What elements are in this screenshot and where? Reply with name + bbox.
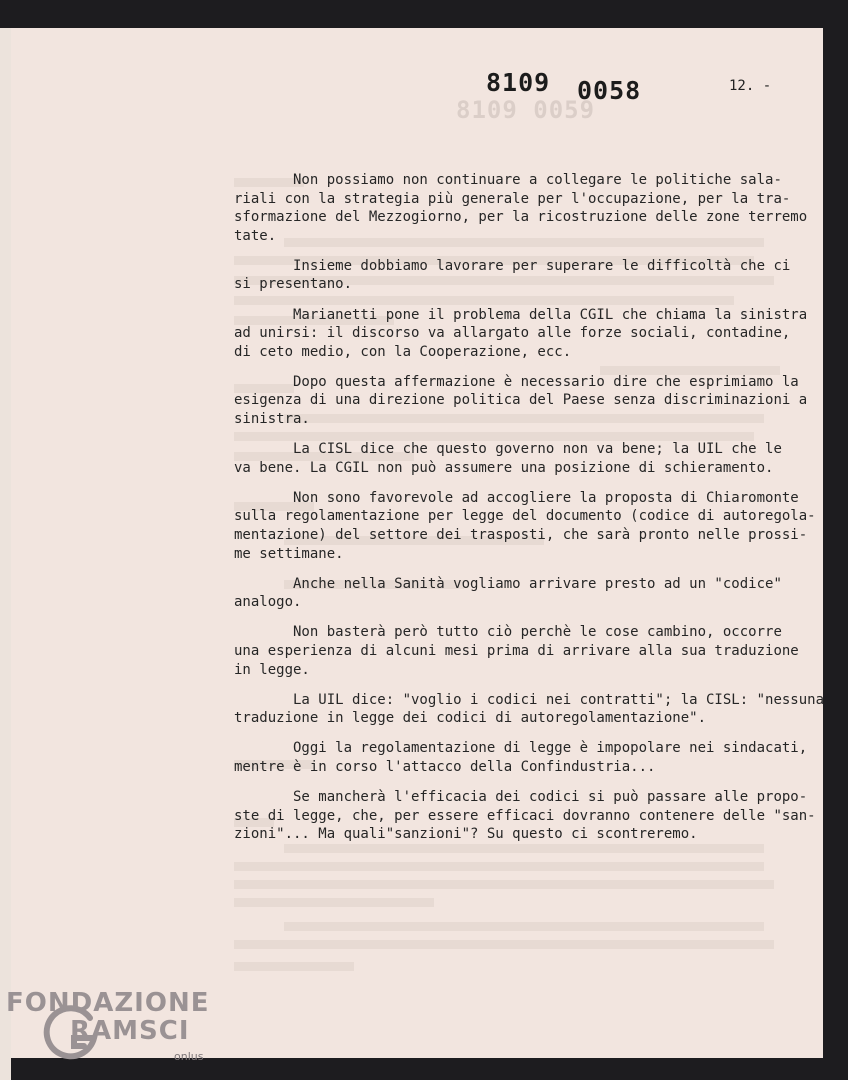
watermark-line2: RAMSCI [70,1016,190,1046]
paragraph: La CISL dice che questo governo non va bene; la UIL che le va bene. La CGIL non può assumere una posizione di schieramento. [234,441,782,476]
binding-edge [0,28,11,1080]
paragraph: Dopo questa affermazione è necessario dire che esprimiamo la esigenza di una direzione politica del Paese senza discriminazioni sinistra. [234,373,799,428]
document-body [234,171,825,855]
page-number: 12. - [729,78,772,94]
fondazione-gramsci-watermark [6,988,226,1078]
paragraph: Non sono favorevole ad accogliere la proposta di Chiaromonte sulla regolamentazione per legge del documento (codice di autoregola- mentazione) del settore dei trasposti, che sarà pronto nelle prossi- me settimane. [234,489,816,562]
paragraph: Oggi la regolamentazione di legge è impopolare nei sindacati, mentre è in corso l'attacco della Confindustria... [234,740,808,775]
paragraph: Marianetti pone il problema della CGIL che chiama la sinistra ad unirsi: il discorso va allargato alle forze sociali, contadine, di ceto medio, con la Cooperazione, ecc. [234,306,808,360]
archive-number-right: 0058 [577,76,642,105]
watermark-sub: onlus [174,1050,204,1063]
paragraph: Non possiamo non continuare a collegare le politiche sala- riali con la strategia più generale per l'occupazione, per la tra- sformazione del Mezzogiorno, per la ricostruzione delle zone terremo tate. [234,172,808,244]
paragraph: Se mancherà l'efficacia dei codici si può passare alle propo- ste di legge, che, per essere efficaci dovranno contenere delle zioni"... Ma quali"sanzioni"? Su questo ci scontreremo. [234,789,808,843]
archive-number-left: 8109 [486,68,551,97]
watermark-line1: FONDAZIONE [6,988,210,1018]
paragraph: La UIL dice: "voglio i codici nei contratti"; la CISL: "nessuna traduzione in legge dei codici di autoregolamentazione". [234,691,825,727]
show-through-archive-number: 8109 0059 [456,96,596,124]
paragraph: Non basterà però tutto ciò perchè le cose cambino, occorre una esperienza di alcuni mesi prima di arrivare alla sua traduzione in legge. [234,624,799,678]
paragraph: Insieme dobbiamo lavorare per superare le difficoltà che ci si presentano. [234,257,791,293]
paragraph: Anche nella Sanità vogliamo arrivare presto ad un "codice" analogo. [234,575,782,611]
